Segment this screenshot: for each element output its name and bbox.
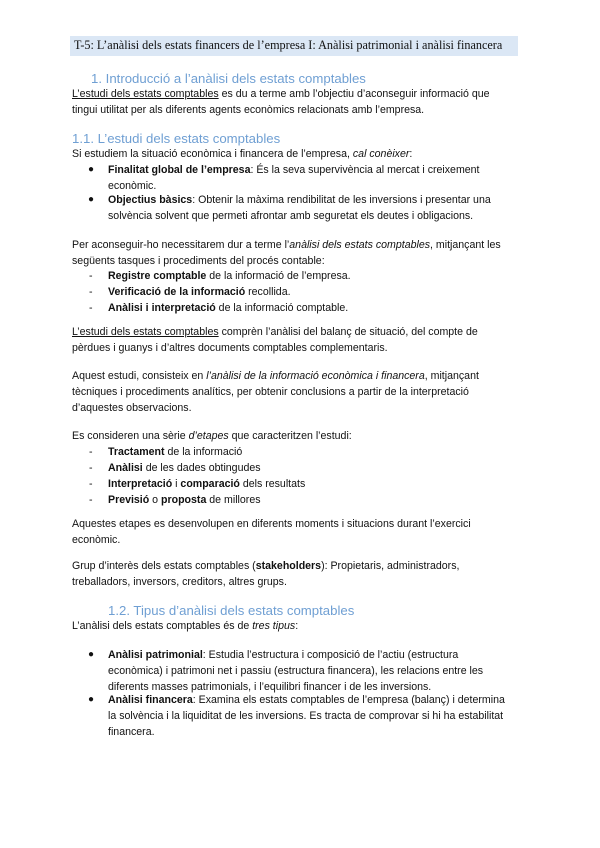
- bold-term: Anàlisi patrimonial: [108, 649, 203, 661]
- section-1-2-title: 1.2. Tipus d’anàlisi dels estats comptables: [108, 603, 355, 618]
- s11-p4-line2: tècniques i procediments analítics, per obtenir conclusions a partir de la interpretació: [72, 386, 469, 398]
- bold-term: Anàlisi: [108, 462, 143, 474]
- text: Grup d’interès dels estats comptables (: [72, 560, 256, 572]
- dash-icon: -: [89, 302, 93, 314]
- bullet-icon: ●: [88, 649, 95, 660]
- bold-term: proposta: [161, 494, 207, 506]
- text: : És la seva supervivència al mercat i creixement: [250, 164, 480, 176]
- s12-bullet-1: [108, 647, 458, 663]
- text: de la informació comptable.: [215, 302, 349, 314]
- text: :: [409, 148, 413, 160]
- s11-p6-line1: Aquestes etapes es desenvolupen en diferents moments i situacions durant l’exercici: [72, 518, 471, 530]
- text: que caracteritzen l’estudi:: [228, 430, 352, 442]
- text: : Obtenir la màxima rendibilitat de les inversions i presentar una: [192, 194, 491, 206]
- underlined-term: L’estudi dels estats comptables: [72, 326, 219, 338]
- s1-text: es du a terme amb l’objectiu d’aconseguir informació que: [218, 88, 490, 100]
- bold-term: Tractament: [108, 446, 165, 458]
- text: L’anàlisi dels estats comptables és de: [72, 620, 253, 632]
- dash-icon: -: [89, 494, 93, 506]
- bullet-icon: ●: [88, 694, 95, 705]
- s11-p7-line2: treballadors, inversors, creditors, altres grups.: [72, 576, 287, 588]
- dash-icon: -: [89, 462, 93, 474]
- s1-underlined-term: L’estudi dels estats comptables: [72, 88, 219, 100]
- s11-p4-line3: d’aquestes observacions.: [72, 402, 192, 414]
- bold-term: stakeholders: [255, 560, 322, 572]
- bullet-icon: ●: [88, 164, 95, 175]
- dash-icon: -: [89, 286, 93, 298]
- s11-stage-2: [108, 460, 261, 476]
- s12-bullet-1-line3: diferents masses patrimonials, i l’equilibri financer i de les inversions.: [108, 681, 432, 693]
- s11-p3-line2: pèrdues i guanys i d’altres documents comptables complementaris.: [72, 342, 388, 354]
- italic-text: anàlisi dels estats comptables: [289, 239, 431, 251]
- text: recollida.: [245, 286, 291, 298]
- bold-term: Registre comptable: [108, 270, 207, 282]
- bullet-icon: ●: [88, 194, 95, 205]
- text: dels resultats: [239, 478, 306, 490]
- text: Es consideren una sèrie: [72, 430, 189, 442]
- text: , mitjançant: [424, 370, 479, 382]
- s12-bullet-1-line2: econòmica) i patrimoni net i passiu (estructura financera), les relacions entre les: [108, 665, 484, 677]
- italic-text: cal conèixer: [352, 148, 410, 160]
- bold-term: Anàlisi i interpretació: [108, 302, 216, 314]
- text: , mitjançant les: [430, 239, 501, 251]
- s11-bullet-1: [108, 162, 480, 178]
- s11-stage-1: [108, 444, 242, 460]
- dash-icon: -: [89, 270, 93, 282]
- section-1-title: 1. Introducció a l’anàlisi dels estats comptables: [91, 71, 366, 86]
- s11-p6-line2: econòmic.: [72, 534, 121, 546]
- text: : Estudia l’estructura i composició de l’actiu (estructura: [202, 649, 459, 661]
- s11-p2-line2: següents tasques i procediments del procés contable:: [72, 255, 325, 267]
- s11-task-3: [108, 300, 348, 316]
- s12-intro: [72, 618, 298, 634]
- s11-p5: [72, 428, 352, 444]
- text: de la informació de l’empresa.: [206, 270, 351, 282]
- bold-term: Interpretació: [108, 478, 173, 490]
- bold-term: Anàlisi financera: [108, 694, 193, 706]
- text: o: [149, 494, 162, 506]
- text: Aquest estudi, consisteix en: [72, 370, 207, 382]
- s11-bullet-2-line2: solvència solvent que permeti afrontar amb seguretat els deutes i obligacions.: [108, 210, 474, 222]
- text: de millores: [206, 494, 261, 506]
- text: i: [172, 478, 181, 490]
- italic-text: d’etapes: [188, 430, 229, 442]
- dash-icon: -: [89, 478, 93, 490]
- s11-bullet-1-line2: econòmic.: [108, 180, 157, 192]
- section-1-1-title: 1.1. L’estudi dels estats comptables: [72, 131, 281, 146]
- s11-intro: [72, 146, 412, 162]
- s11-p7-line1: [72, 558, 459, 574]
- s11-p3-line1: [72, 324, 478, 340]
- bold-term: comparació: [180, 478, 240, 490]
- s11-p2-line1: [72, 237, 501, 253]
- page-header: T-5: L’anàlisi dels estats financers de l’empresa I: Anàlisi patrimonial i anàlisi financera: [74, 38, 503, 52]
- text: comprèn l’anàlisi del balanç de situació, del compte de: [218, 326, 478, 338]
- s1-paragraph-line1: [72, 86, 490, 102]
- bold-term: Verificació de la informació: [108, 286, 246, 298]
- s12-bullet-2-line2: la solvència i la liquiditat de les inversions. Es tracta de comprovar si hi ha estabilitat: [108, 710, 504, 722]
- s11-bullet-2: [108, 192, 491, 208]
- text: :: [295, 620, 299, 632]
- text: : Examina els estats comptables de l’empresa (balanç) i determina: [192, 694, 505, 706]
- text: ): Propietaris, administradors,: [321, 560, 460, 572]
- text: de la informació: [164, 446, 243, 458]
- italic-text: tres tipus: [252, 620, 296, 632]
- text: Per aconseguir-ho necessitarem dur a terme l’: [72, 239, 290, 251]
- s12-bullet-2-line3: financera.: [108, 726, 155, 738]
- italic-text: l’anàlisi de la informació econòmica i financera: [206, 370, 425, 382]
- s1-paragraph-line2: tingui utilitat per als diferents agents econòmics relacionats amb l’empresa.: [72, 104, 425, 116]
- text: Si estudiem la situació econòmica i financera de l’empresa,: [72, 148, 353, 160]
- s12-bullet-2: [108, 692, 505, 708]
- s11-p4-line1: [72, 368, 479, 384]
- s11-task-1: [108, 268, 351, 284]
- bold-term: Previsió: [108, 494, 150, 506]
- s11-stage-4: [108, 492, 261, 508]
- dash-icon: -: [89, 446, 93, 458]
- s11-stage-3: [108, 476, 305, 492]
- bold-term: Finalitat global de l’empresa: [108, 164, 251, 176]
- text: de les dades obtingudes: [142, 462, 261, 474]
- s11-task-2: [108, 284, 291, 300]
- bold-term: Objectius bàsics: [108, 194, 193, 206]
